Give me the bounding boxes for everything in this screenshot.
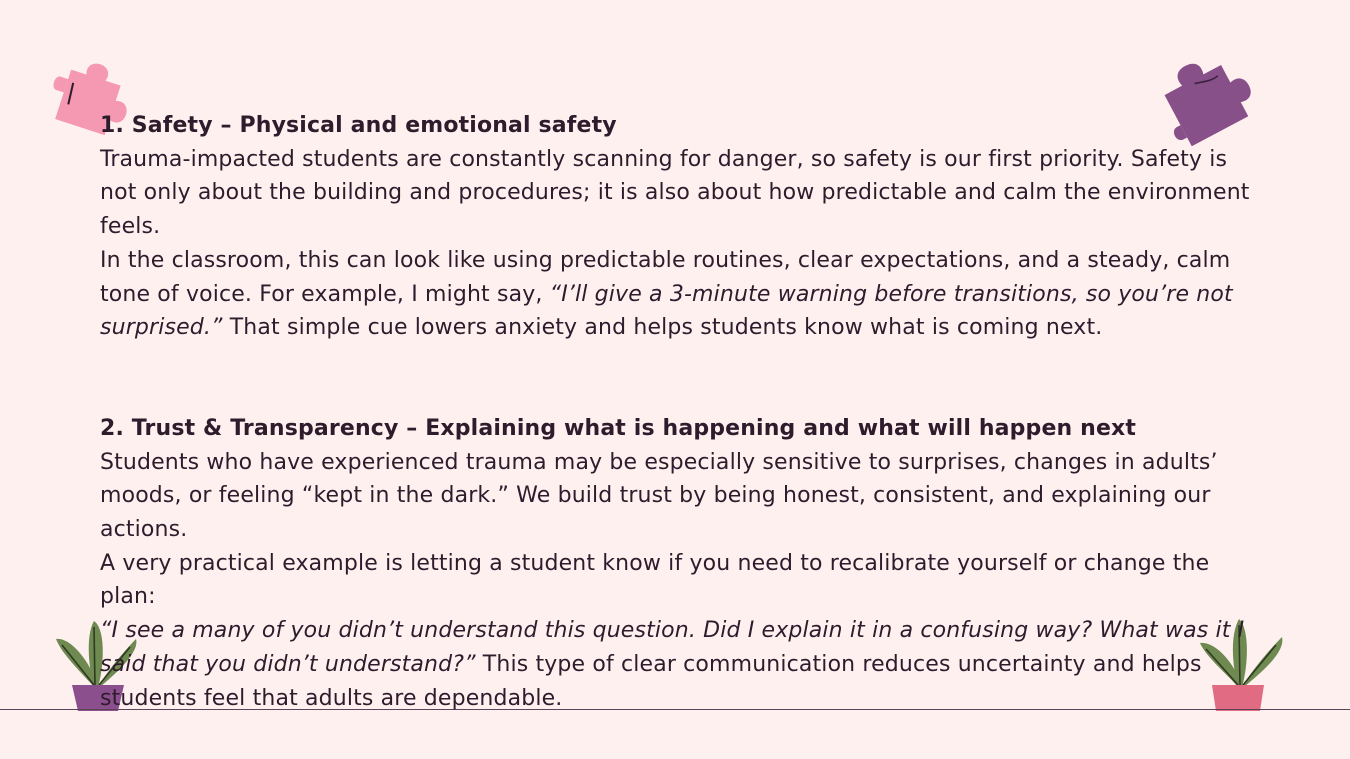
trust-paragraph: Students who have experienced trauma may be especially sensitive to surprises, changes in adults’ moods, or feeling “kept in the dark.” We build trust by being honest, consistent, and explaining our actions.: [100, 449, 1218, 543]
trust-example-followup: This type of clear communication reduces uncertainty and helps students feel that adults are dependable.: [100, 651, 1202, 711]
safety-example-text: In the classroom, this can look like using predictable routines, clear expectations, and a steady, calm tone of voice. For example, I might say,: [100, 247, 1231, 307]
trust-example-quote: “I see a many of you didn’t understand this question. Did I explain it in a confusing way? What was it I said that you didn’t understand?”: [100, 618, 1245, 677]
safety-example-followup: That simple cue lowers anxiety and helps students know what is coming next.: [222, 315, 1103, 341]
safety-example-quote: “I’ll give a 3-minute warning before transitions, so you’re not surprised.”: [100, 281, 1233, 341]
slide-body: [100, 109, 1250, 715]
safety-example-paragraph: [100, 244, 1250, 345]
trust-example-intro: A very practical example is letting a student know if you need to recalibrate yourself or change the plan:: [100, 550, 1210, 610]
section-heading-trust: 2. Trust & Transparency – Explaining what is happening and what will happen next: [100, 415, 1137, 441]
safety-paragraph: Trauma-impacted students are constantly scanning for danger, so safety is our first priority. Safety is not only about the building and procedures; it is also about how predictable and calm the environment feels.: [100, 146, 1250, 240]
trust-example-paragraph: [100, 614, 1250, 715]
section-heading-safety: 1. Safety – Physical and emotional safety: [100, 113, 617, 138]
